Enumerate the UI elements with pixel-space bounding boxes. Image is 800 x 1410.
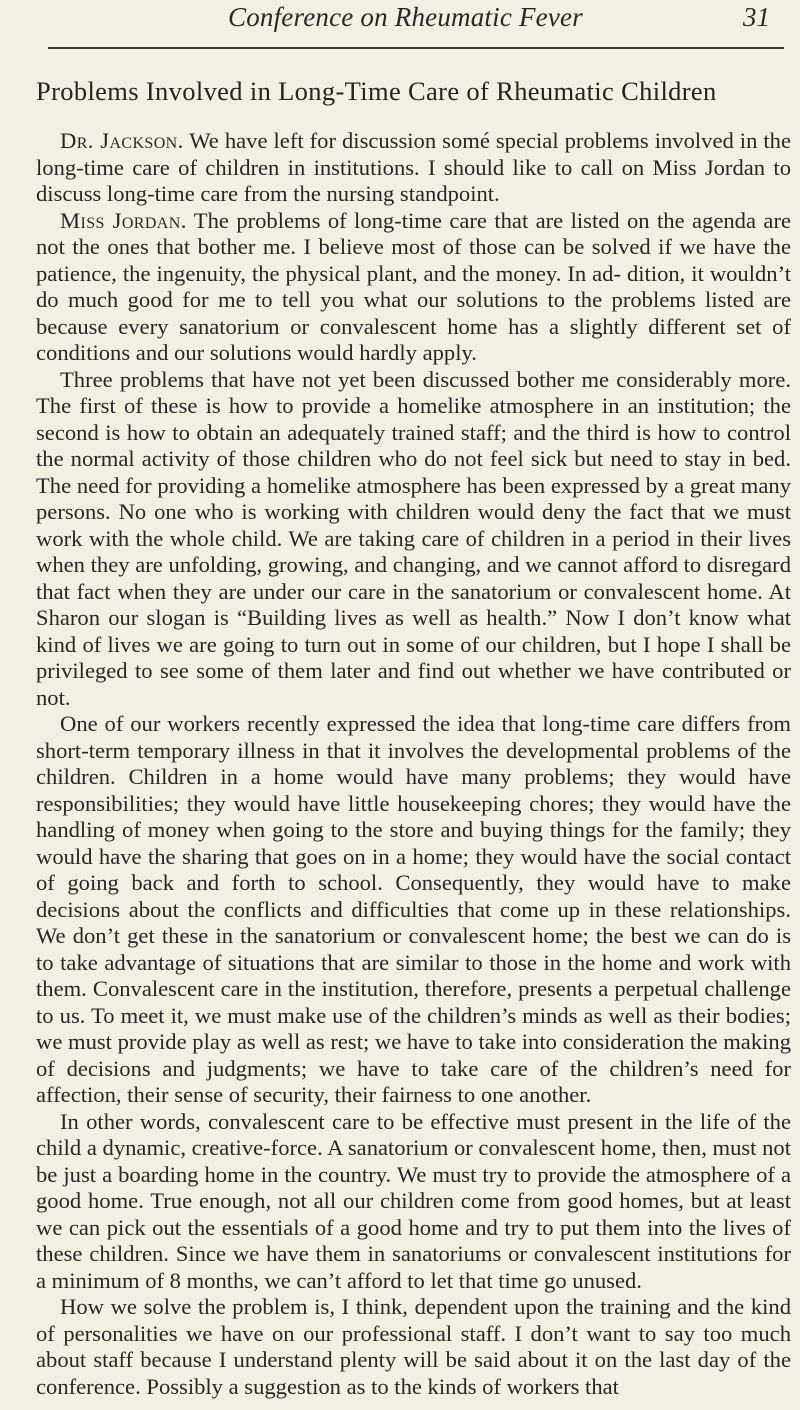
section-title: Problems Involved in Long-Time Care of Rheumatic Children [36,76,717,106]
speaker-name: Dr. Jackson. [60,128,184,153]
paragraph-text: The problems of long-time care that are listed on the agenda are not the ones that bother me. I believe most of those can be solved if we have the patience, the ingenuity, the physical plant, and the money. In ad- dition, it wouldn’t do much good for me to tell you what our solutions to the problems listed are because every sanatorium or convalescent home has a slightly different set of conditions and our solutions would hardly apply. [36,207,791,365]
paragraph-text: How we solve the problem is, I think, dependent upon the training and the kind of personalities we have on our professional staff. I don’t want to say too much about staff because I understand plenty will be said about it on the last day of the conference. Possibly a suggestion as to the kinds of workers that [36,1294,791,1399]
running-header [0,2,800,52]
header-rule [48,47,784,49]
body-text [36,128,791,1400]
paragraph-text: One of our workers recently expressed the idea that long-time care differs from short-term temporary illness in that it involves the developmental problems of the children. Children in a home would have many problems; they would have responsibilities; they would have little housekeeping chores; they would have the handling of money when going to the store and buying things for the family; they would have the sharing that goes on in a home; they would have the social contact of going back and forth to school. Consequently, they would have to make decisions about the conflicts and difficulties that come up in these relationships. We don’t get these in the sanatorium or convalescent home; the best we can do is to take advantage of situations that are similar to those in the home and work with them. Convalescent care in the institution, therefore, presents a perpetual challenge to us. To meet it, we must make use of the children’s minds as well as their bodies; we must provide play as well as rest; we have to take into consideration the making of decisions and judgments; we have to take care of the children’s need for affection, their sense of security, their fairness to one another. [36,711,791,1107]
page-number: 31 [743,2,770,32]
speaker-name: Miss Jordan. [60,207,187,233]
paragraph-text: We have left for discussion somé special problems involved in the long-time care of children in institutions. I should like to call on Miss Jordan to discuss long-time care from the nursing standpoint. [36,128,791,206]
paragraph [36,711,791,1109]
paragraph [36,128,791,208]
paragraph-text: Three problems that have not yet been discussed bother me considerably more. The first of these is how to provide a homelike atmosphere in an institution; the second is how to obtain an adequately trained staff; and the third is how to control the normal activity of those children who do not feel sick but need to stay in bed. The need for providing a homelike atmosphere has been expressed by a great many persons. No one who is working with children would deny the fact that we must work with the whole child. We are taking care of children in a period in their lives when they are unfolding, growing, and changing, and we cannot afford to disregard that fact when they are under our care in the sanatorium or convalescent home. At Sharon our slogan is “Building lives as well as health.” Now I don’t know what kind of lives we are going to turn out in some of our children, but I hope I shall be privileged to see some of them later and find out whether we have contributed or not. [36,366,791,710]
paragraph [36,1109,791,1295]
paragraph [36,1294,791,1400]
paragraph-text: In other words, convalescent care to be effective must present in the life of the child a dynamic, creative-force. A sanatorium or convalescent home, then, must not be just a boarding home in the country. We must try to provide the atmosphere of a good home. True enough, not all our children come from good homes, but at least we can pick out the essentials of a good home and try to put them into the lives of these children. Since we have them in sanatoriums or convalescent institutions for a minimum of 8 months, we can’t afford to let that time go unused. [36,1108,791,1293]
paragraph [36,367,791,712]
running-title: Conference on Rheumatic Fever [228,2,583,32]
paragraph [36,208,791,367]
